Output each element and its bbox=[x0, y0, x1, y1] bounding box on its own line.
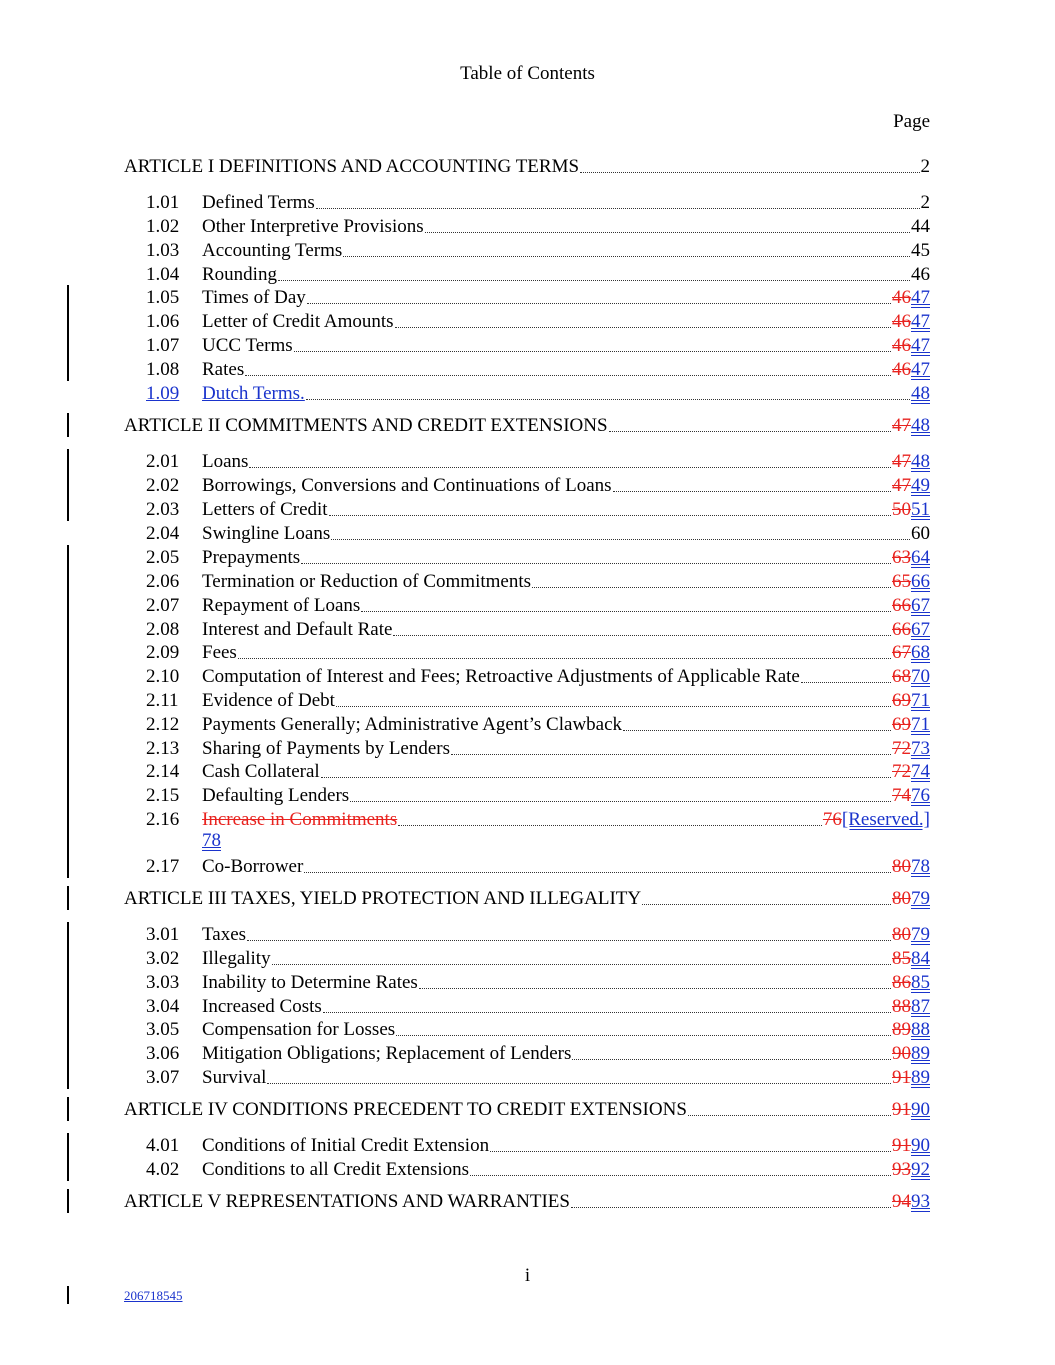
dot-leader bbox=[331, 538, 910, 540]
inserted-page: 48 bbox=[911, 415, 930, 436]
change-bar bbox=[67, 886, 69, 910]
inserted-page: 51 bbox=[911, 499, 930, 520]
entry-title: Fees bbox=[202, 642, 237, 663]
entry-title: Survival bbox=[202, 1067, 267, 1088]
entry-title: Interest and Default Rate bbox=[202, 619, 393, 640]
toc-article-4[interactable] bbox=[124, 1097, 930, 1121]
deleted-page: 65 bbox=[892, 571, 911, 592]
entry-number: 2.05 bbox=[146, 547, 180, 568]
entry-title: Rounding bbox=[202, 264, 277, 285]
change-bar bbox=[67, 1133, 69, 1181]
inserted-page: 84 bbox=[911, 948, 930, 969]
deleted-page: 85 bbox=[892, 948, 911, 969]
toc-entry-2-03[interactable] bbox=[146, 497, 930, 521]
dot-leader bbox=[425, 231, 910, 233]
toc-entry-2-11[interactable] bbox=[146, 688, 930, 712]
inserted-page: 47 bbox=[911, 287, 930, 308]
entry-number: 2.11 bbox=[146, 690, 179, 711]
dot-leader bbox=[238, 657, 891, 659]
deleted-page: 66 bbox=[892, 595, 911, 616]
entry-page: 2 bbox=[920, 192, 930, 213]
dot-leader bbox=[272, 963, 891, 965]
change-bar bbox=[67, 545, 69, 878]
inserted-reserved: [Reserved.] bbox=[841, 809, 930, 830]
entry-number: 2.08 bbox=[146, 619, 180, 640]
inserted-page-wrapped: 78 bbox=[202, 830, 221, 851]
dot-leader bbox=[304, 871, 891, 873]
deleted-page: 46 bbox=[892, 287, 911, 308]
entry-number: 1.08 bbox=[146, 359, 180, 380]
toc-article-2[interactable] bbox=[124, 413, 930, 437]
inserted-page: 73 bbox=[911, 738, 930, 759]
entry-title: Compensation for Losses bbox=[202, 1019, 396, 1040]
deleted-page: 67 bbox=[892, 642, 911, 663]
toc-entry-3-02[interactable] bbox=[146, 946, 930, 970]
toc-entry-2-07[interactable] bbox=[146, 593, 930, 617]
dot-leader bbox=[249, 466, 891, 468]
inserted-page: 88 bbox=[911, 1019, 930, 1040]
deleted-page: 76 bbox=[822, 809, 842, 830]
toc-article-3[interactable] bbox=[124, 886, 930, 910]
dot-leader bbox=[321, 776, 891, 778]
inserted-page: 76 bbox=[911, 785, 930, 806]
entry-title: Computation of Interest and Fees; Retroactive Adjustments of Applicable Rate bbox=[202, 666, 800, 687]
toc-entry-2-12[interactable] bbox=[146, 712, 930, 736]
toc-entry-1-06[interactable] bbox=[146, 309, 930, 333]
toc-entry-3-03[interactable] bbox=[146, 970, 930, 994]
toc-article-5[interactable] bbox=[124, 1189, 930, 1213]
entry-title: Sharing of Payments by Lenders bbox=[202, 738, 451, 759]
inserted-page: 79 bbox=[911, 924, 930, 945]
deleted-page: 69 bbox=[892, 714, 911, 735]
toc-entry-2-01[interactable] bbox=[146, 449, 930, 473]
dot-leader bbox=[267, 1082, 891, 1084]
change-bar bbox=[67, 285, 69, 381]
inserted-page: 66 bbox=[911, 571, 930, 592]
deleted-page: 74 bbox=[892, 785, 911, 806]
deleted-entry-title: Increase in Commitments bbox=[202, 809, 398, 830]
deleted-page: 72 bbox=[892, 738, 911, 759]
dot-leader bbox=[642, 903, 891, 905]
change-bar bbox=[67, 922, 69, 1089]
deleted-page: 66 bbox=[892, 619, 911, 640]
dot-leader bbox=[278, 279, 910, 281]
entry-title: Prepayments bbox=[202, 547, 301, 568]
change-bar bbox=[67, 1189, 69, 1213]
entry-number: 3.02 bbox=[146, 948, 180, 969]
dot-leader bbox=[395, 326, 891, 328]
inserted-page: 89 bbox=[911, 1043, 930, 1064]
entry-title: Increased Costs bbox=[202, 996, 322, 1017]
deleted-page: 80 bbox=[892, 924, 911, 945]
inserted-page: 47 bbox=[911, 311, 930, 332]
dot-leader bbox=[532, 586, 891, 588]
entry-number: 2.02 bbox=[146, 475, 180, 496]
inserted-page: 47 bbox=[911, 359, 930, 380]
deleted-page: 91 bbox=[892, 1135, 911, 1156]
inserted-page: 89 bbox=[911, 1067, 930, 1088]
entry-page: 44 bbox=[911, 216, 930, 237]
inserted-page: 78 bbox=[911, 856, 930, 877]
entry-number: 2.14 bbox=[146, 761, 180, 782]
entry-title: ARTICLE I DEFINITIONS AND ACCOUNTING TERMS bbox=[124, 156, 580, 177]
toc-entry-2-05[interactable] bbox=[146, 545, 930, 569]
deleted-page: 47 bbox=[892, 451, 911, 472]
entry-number: 2.09 bbox=[146, 642, 180, 663]
toc-entry-2-02[interactable] bbox=[146, 473, 930, 497]
deleted-page: 47 bbox=[892, 415, 911, 436]
inserted-page: 90 bbox=[911, 1135, 930, 1156]
dot-leader bbox=[801, 681, 891, 683]
dot-leader bbox=[316, 207, 920, 209]
entry-number: 2.04 bbox=[146, 523, 180, 544]
toc-entry-2-16[interactable] bbox=[146, 807, 930, 831]
inserted-page: 67 bbox=[911, 619, 930, 640]
entry-title: Swingline Loans bbox=[202, 523, 331, 544]
deleted-page: 69 bbox=[892, 690, 911, 711]
entry-page: 46 bbox=[911, 264, 930, 285]
inserted-page: 87 bbox=[911, 996, 930, 1017]
toc-entry-4-01[interactable] bbox=[146, 1133, 930, 1157]
inserted-page: 48 bbox=[911, 451, 930, 472]
entry-number: 2.17 bbox=[146, 856, 180, 877]
dot-leader bbox=[393, 634, 891, 636]
entry-number: 4.02 bbox=[146, 1159, 180, 1180]
change-bar bbox=[67, 413, 69, 437]
change-bar bbox=[67, 449, 69, 521]
deleted-page: 89 bbox=[892, 1019, 911, 1040]
dot-leader bbox=[294, 350, 891, 352]
dot-leader bbox=[323, 1011, 891, 1013]
entry-title: Times of Day bbox=[202, 287, 306, 308]
toc-entry-2-17[interactable] bbox=[146, 854, 930, 878]
dot-leader bbox=[688, 1114, 891, 1116]
dot-leader bbox=[398, 824, 822, 826]
toc-entry-4-02[interactable] bbox=[146, 1157, 930, 1181]
entry-title: ARTICLE III TAXES, YIELD PROTECTION AND ILLEGALITY bbox=[124, 888, 642, 909]
inserted-page: 85 bbox=[911, 972, 930, 993]
dot-leader bbox=[329, 514, 891, 516]
entry-title: UCC Terms bbox=[202, 335, 293, 356]
inserted-page: 93 bbox=[911, 1191, 930, 1212]
toc-entry-1-09[interactable] bbox=[146, 381, 930, 405]
entry-title: Other Interpretive Provisions bbox=[202, 216, 424, 237]
dot-leader bbox=[306, 398, 910, 400]
dot-leader bbox=[470, 1174, 891, 1176]
entry-title: Accounting Terms bbox=[202, 240, 343, 261]
dot-leader bbox=[580, 171, 919, 173]
deleted-page: 91 bbox=[892, 1067, 911, 1088]
entry-title: Mitigation Obligations; Replacement of Lenders bbox=[202, 1043, 572, 1064]
toc-entry-3-01[interactable] bbox=[146, 922, 930, 946]
toc-entry-2-10[interactable] bbox=[146, 664, 930, 688]
dot-leader bbox=[301, 562, 891, 564]
entry-title: Inability to Determine Rates bbox=[202, 972, 418, 993]
deleted-page: 80 bbox=[892, 888, 911, 909]
entry-number: 1.09 bbox=[146, 383, 180, 404]
footer-page-number: i bbox=[524, 1265, 531, 1286]
dot-leader bbox=[571, 1206, 891, 1208]
entry-title: Defined Terms bbox=[202, 192, 315, 213]
toc-entry-2-14[interactable] bbox=[146, 759, 930, 783]
entry-number: 4.01 bbox=[146, 1135, 180, 1156]
toc-article-1[interactable] bbox=[124, 154, 930, 178]
deleted-page: 88 bbox=[892, 996, 911, 1017]
entry-number: 3.01 bbox=[146, 924, 180, 945]
entry-number: 2.03 bbox=[146, 499, 180, 520]
entry-title: Taxes bbox=[202, 924, 247, 945]
entry-number: 2.01 bbox=[146, 451, 180, 472]
toc-entry-2-15[interactable] bbox=[146, 783, 930, 807]
page-column-label: Page bbox=[893, 111, 930, 132]
entry-title: Conditions to all Credit Extensions bbox=[202, 1159, 470, 1180]
deleted-page: 86 bbox=[892, 972, 911, 993]
entry-title: Defaulting Lenders bbox=[202, 785, 350, 806]
dot-leader bbox=[343, 255, 910, 257]
entry-number: 3.04 bbox=[146, 996, 180, 1017]
toc-entry-2-08[interactable] bbox=[146, 617, 930, 641]
toc-entry-3-05[interactable] bbox=[146, 1017, 930, 1041]
dot-leader bbox=[396, 1034, 891, 1036]
entry-number: 1.06 bbox=[146, 311, 180, 332]
dot-leader bbox=[451, 753, 891, 755]
entry-number: 2.16 bbox=[146, 809, 180, 830]
entry-number: 2.07 bbox=[146, 595, 180, 616]
inserted-page: 71 bbox=[911, 690, 930, 711]
entry-number: 1.03 bbox=[146, 240, 180, 261]
inserted-page: 67 bbox=[911, 595, 930, 616]
inserted-page: 64 bbox=[911, 547, 930, 568]
toc-entry-1-02[interactable] bbox=[146, 214, 930, 238]
dot-leader bbox=[350, 800, 891, 802]
deleted-page: 90 bbox=[892, 1043, 911, 1064]
toc-entry-3-04[interactable] bbox=[146, 994, 930, 1018]
document-id: 206718545 bbox=[124, 1288, 183, 1303]
entry-title: Repayment of Loans bbox=[202, 595, 361, 616]
dot-leader bbox=[572, 1058, 891, 1060]
entry-title: Cash Collateral bbox=[202, 761, 320, 782]
toc-entry-2-13[interactable] bbox=[146, 736, 930, 760]
deleted-page: 46 bbox=[892, 311, 911, 332]
dot-leader bbox=[245, 374, 891, 376]
entry-page: 45 bbox=[911, 240, 930, 261]
toc-entry-1-05[interactable] bbox=[146, 285, 930, 309]
entry-title: Borrowings, Conversions and Continuations of Loans bbox=[202, 475, 612, 496]
entry-number: 1.04 bbox=[146, 264, 180, 285]
entry-title: Illegality bbox=[202, 948, 271, 969]
deleted-page: 94 bbox=[892, 1191, 911, 1212]
inserted-page: 79 bbox=[911, 888, 930, 909]
deleted-page: 72 bbox=[892, 761, 911, 782]
entry-number: 1.02 bbox=[146, 216, 180, 237]
entry-number: 2.12 bbox=[146, 714, 180, 735]
inserted-page: 71 bbox=[911, 714, 930, 735]
deleted-page: 46 bbox=[892, 359, 911, 380]
entry-title: Loans bbox=[202, 451, 249, 472]
toc-entry-1-04[interactable] bbox=[146, 262, 930, 286]
entry-title: Conditions of Initial Credit Extension bbox=[202, 1135, 490, 1156]
entry-number: 2.15 bbox=[146, 785, 180, 806]
dot-leader bbox=[609, 430, 891, 432]
entry-page: 60 bbox=[911, 523, 930, 544]
entry-title: ARTICLE V REPRESENTATIONS AND WARRANTIES bbox=[124, 1191, 570, 1212]
deleted-page: 93 bbox=[892, 1159, 911, 1180]
change-bar bbox=[67, 1097, 69, 1121]
dot-leader bbox=[247, 939, 891, 941]
entry-number: 3.03 bbox=[146, 972, 180, 993]
inserted-page: 47 bbox=[911, 335, 930, 356]
dot-leader bbox=[336, 705, 891, 707]
entry-title: ARTICLE IV CONDITIONS PRECEDENT TO CREDIT EXTENSIONS bbox=[124, 1099, 687, 1120]
change-bar bbox=[67, 1286, 69, 1304]
toc-entry-3-06[interactable] bbox=[146, 1041, 930, 1065]
inserted-page: 90 bbox=[911, 1099, 930, 1120]
toc-entry-2-04[interactable] bbox=[146, 521, 930, 545]
entry-title: Rates bbox=[202, 359, 245, 380]
entry-title: Dutch Terms. bbox=[202, 383, 305, 404]
deleted-page: 91 bbox=[892, 1099, 911, 1120]
page-title: Table of Contents bbox=[460, 63, 595, 84]
dot-leader bbox=[307, 302, 891, 304]
toc-entry-3-07[interactable] bbox=[146, 1065, 930, 1089]
deleted-page: 46 bbox=[892, 335, 911, 356]
dot-leader bbox=[613, 490, 891, 492]
toc-entry-1-08[interactable] bbox=[146, 357, 930, 381]
dot-leader bbox=[490, 1150, 891, 1152]
deleted-page: 63 bbox=[892, 547, 911, 568]
entry-number: 1.01 bbox=[146, 192, 180, 213]
entry-title: Payments Generally; Administrative Agent’s Clawback bbox=[202, 714, 623, 735]
entry-number: 3.07 bbox=[146, 1067, 180, 1088]
inserted-page: 74 bbox=[911, 761, 930, 782]
entry-title: Termination or Reduction of Commitments bbox=[202, 571, 532, 592]
deleted-page: 50 bbox=[892, 499, 911, 520]
dot-leader bbox=[419, 987, 891, 989]
toc-entry-2-06[interactable] bbox=[146, 569, 930, 593]
inserted-page: 70 bbox=[911, 666, 930, 687]
entry-title: Letter of Credit Amounts bbox=[202, 311, 394, 332]
toc-entry-1-03[interactable] bbox=[146, 238, 930, 262]
inserted-page: 48 bbox=[911, 383, 930, 404]
deleted-page: 68 bbox=[892, 666, 911, 687]
entry-number: 2.10 bbox=[146, 666, 180, 687]
toc-entry-1-07[interactable] bbox=[146, 333, 930, 357]
entry-page: 2 bbox=[920, 156, 930, 177]
toc-entry-1-01[interactable] bbox=[146, 190, 930, 214]
entry-title: Evidence of Debt bbox=[202, 690, 335, 711]
entry-title: ARTICLE II COMMITMENTS AND CREDIT EXTENSIONS bbox=[124, 415, 608, 436]
inserted-page: 68 bbox=[911, 642, 930, 663]
entry-title: Letters of Credit bbox=[202, 499, 328, 520]
inserted-page: 49 bbox=[911, 475, 930, 496]
toc-entry-2-09[interactable] bbox=[146, 640, 930, 664]
entry-number: 3.05 bbox=[146, 1019, 180, 1040]
entry-number: 3.06 bbox=[146, 1043, 180, 1064]
entry-number: 2.06 bbox=[146, 571, 180, 592]
dot-leader bbox=[623, 729, 891, 731]
dot-leader bbox=[361, 610, 891, 612]
entry-number: 1.07 bbox=[146, 335, 180, 356]
deleted-page: 47 bbox=[892, 475, 911, 496]
inserted-page: 92 bbox=[911, 1159, 930, 1180]
entry-title: Co-Borrower bbox=[202, 856, 304, 877]
entry-number: 2.13 bbox=[146, 738, 180, 759]
entry-number: 1.05 bbox=[146, 287, 180, 308]
deleted-page: 80 bbox=[892, 856, 911, 877]
